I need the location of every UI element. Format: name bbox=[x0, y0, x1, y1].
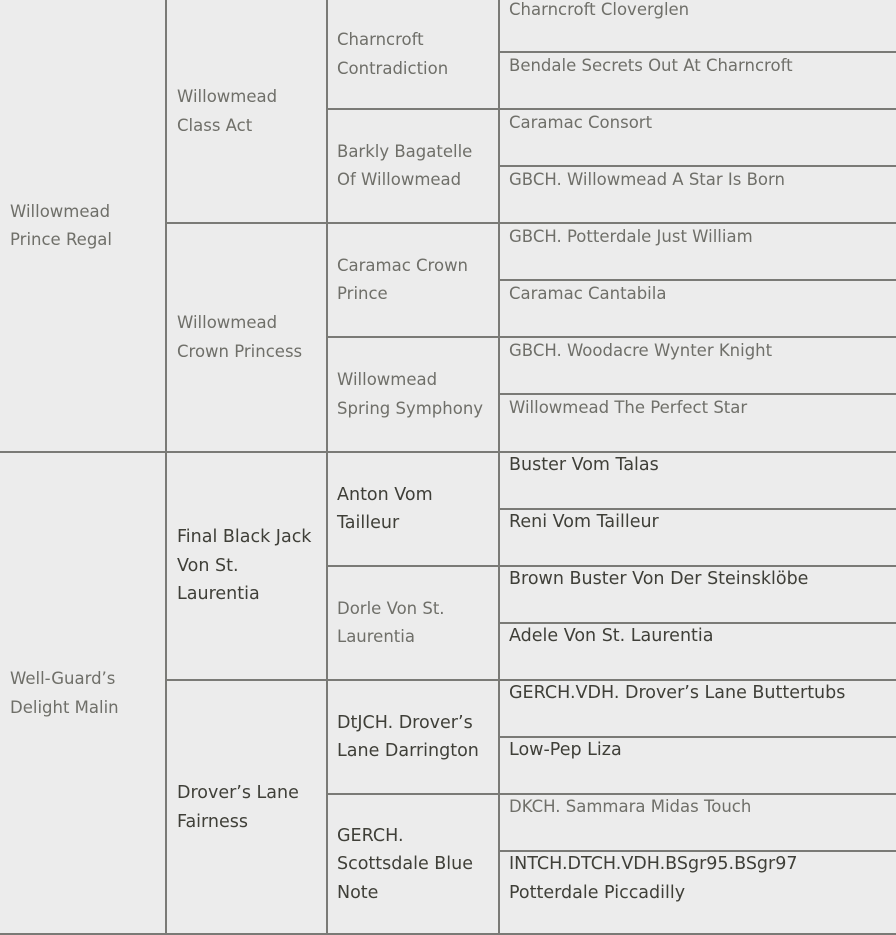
gggp-3-name: Caramac Consort bbox=[509, 113, 653, 132]
row-divider bbox=[327, 565, 896, 567]
ggp-4-name: Willowmead Spring Symphony bbox=[337, 370, 484, 418]
ggp-3-cell bbox=[327, 223, 498, 337]
sire-dam-cell bbox=[167, 223, 326, 452]
row-divider bbox=[499, 508, 896, 510]
dam-sire-name: Final Black Jack Von St. Laurentia bbox=[177, 527, 318, 605]
row-divider bbox=[499, 850, 896, 852]
gggp-4-name: GBCH. Willowmead A Star Is Born bbox=[509, 170, 785, 189]
gggp-2-name: Bendale Secrets Out At Charncroft bbox=[509, 56, 793, 75]
dam-sire-cell bbox=[167, 452, 326, 680]
ggp-1-cell bbox=[327, 0, 498, 109]
gggp-11-cell bbox=[499, 565, 896, 623]
sire-name: Willowmead Prince Regal bbox=[10, 201, 116, 249]
row-divider bbox=[499, 51, 896, 53]
row-divider bbox=[499, 279, 896, 281]
gggp-16-cell bbox=[499, 850, 896, 935]
gggp-6-name: Caramac Cantabila bbox=[509, 284, 667, 303]
gggp-10-cell bbox=[499, 508, 896, 566]
gggp-13-cell bbox=[499, 679, 896, 737]
gggp-14-name: Low-Pep Liza bbox=[509, 740, 622, 760]
gggp-2-cell bbox=[499, 52, 896, 109]
row-divider bbox=[499, 165, 896, 167]
column-divider bbox=[165, 0, 167, 935]
row-divider bbox=[499, 622, 896, 624]
dam-cell bbox=[0, 452, 166, 935]
gggp-14-cell bbox=[499, 736, 896, 794]
row-divider bbox=[0, 451, 896, 453]
gggp-9-cell bbox=[499, 451, 896, 508]
ggp-1-name: Charncroft Contradiction bbox=[337, 30, 449, 78]
gggp-5-cell bbox=[499, 223, 896, 280]
gggp-7-cell bbox=[499, 337, 896, 394]
gggp-5-name: GBCH. Potterdale Just William bbox=[509, 227, 753, 246]
gggp-4-cell bbox=[499, 166, 896, 223]
dam-name: Well-Guard’s Delight Malin bbox=[10, 669, 121, 717]
sire-sire-cell bbox=[167, 0, 326, 223]
ggp-7-cell bbox=[327, 680, 498, 794]
ggp-6-name: Dorle Von St. Laurentia bbox=[337, 598, 450, 646]
gggp-1-name: Charncroft Cloverglen bbox=[509, 0, 690, 19]
gggp-13-name: GERCH.VDH. Drover’s Lane Buttertubs bbox=[509, 683, 846, 703]
gggp-12-cell bbox=[499, 622, 896, 680]
ggp-3-name: Caramac Crown Prince bbox=[337, 255, 474, 303]
ggp-2-name: Barkly Bagatelle Of Willowmead bbox=[337, 141, 478, 189]
ggp-8-name: GERCH. Scottsdale Blue Note bbox=[337, 825, 479, 903]
ggp-7-name: DtJCH. Drover’s Lane Darrington bbox=[337, 712, 479, 761]
gggp-8-name: Willowmead The Perfect Star bbox=[509, 398, 748, 417]
dam-dam-cell bbox=[167, 680, 326, 935]
gggp-7-name: GBCH. Woodacre Wynter Knight bbox=[509, 341, 773, 360]
row-divider bbox=[499, 393, 896, 395]
gggp-15-name: DKCH. Sammara Midas Touch bbox=[509, 797, 752, 816]
gggp-8-cell bbox=[499, 394, 896, 452]
gggp-11-name: Brown Buster Von Der Steinsklöbe bbox=[509, 569, 809, 589]
gggp-6-cell bbox=[499, 280, 896, 337]
ggp-5-name: Anton Vom Tailleur bbox=[337, 484, 439, 533]
gggp-10-name: Reni Vom Tailleur bbox=[509, 512, 659, 532]
row-divider bbox=[166, 222, 896, 224]
sire-dam-name: Willowmead Crown Princess bbox=[177, 313, 303, 361]
row-divider bbox=[327, 336, 896, 338]
ggp-2-cell bbox=[327, 109, 498, 223]
sire-sire-name: Willowmead Class Act bbox=[177, 87, 283, 135]
ggp-6-cell bbox=[327, 566, 498, 680]
row-divider bbox=[327, 108, 896, 110]
row-divider bbox=[499, 736, 896, 738]
gggp-15-cell bbox=[499, 793, 896, 850]
ggp-4-cell bbox=[327, 337, 498, 452]
ggp-8-cell bbox=[327, 794, 498, 935]
row-divider bbox=[327, 793, 896, 795]
sire-cell bbox=[0, 0, 166, 452]
dam-dam-name: Drover’s Lane Fairness bbox=[177, 783, 305, 832]
row-divider bbox=[166, 679, 896, 681]
gggp-9-name: Buster Vom Talas bbox=[509, 455, 659, 475]
gggp-3-cell bbox=[499, 109, 896, 166]
gggp-16-name: INTCH.DTCH.VDH.BSgr95.BSgr97 Potterdale Piccadilly bbox=[509, 854, 804, 903]
gggp-12-name: Adele Von St. Laurentia bbox=[509, 626, 714, 646]
gggp-1-cell bbox=[499, 0, 896, 52]
ggp-5-cell bbox=[327, 452, 498, 566]
